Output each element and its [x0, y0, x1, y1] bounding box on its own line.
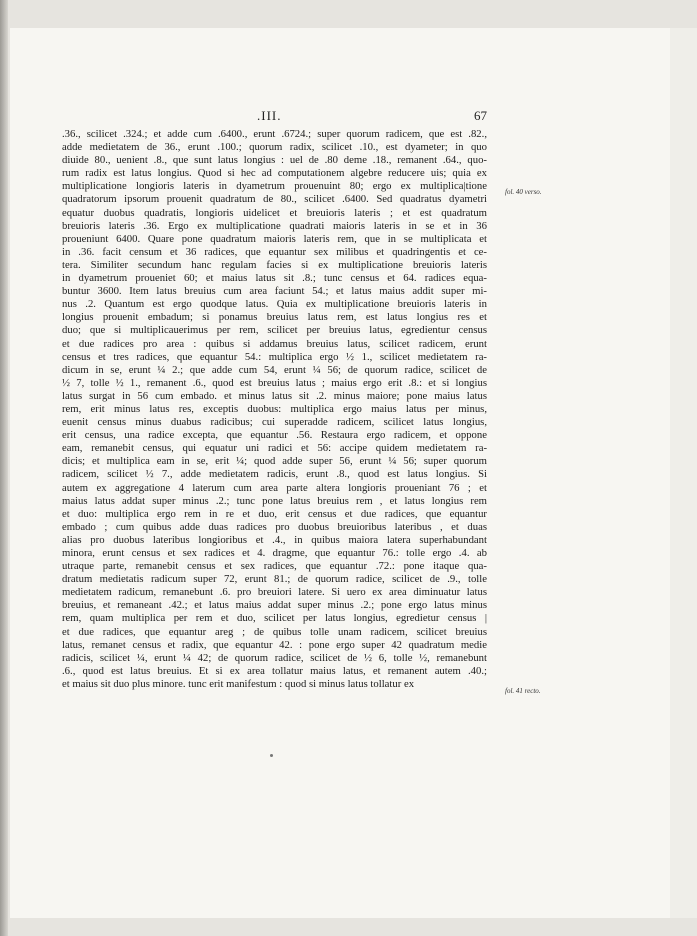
text-line: radicem, scilicet ½ 7., adde medietatem radicis, erunt .8., quod est latus longius. Si	[62, 468, 487, 481]
text-line: utraque parte, remanebit census et sex radices, que equantur .72.: pone itaque qua-	[62, 560, 487, 573]
text-line: breuioris lateris .36. Ergo ex multiplicatione quadrati maioris lateris in se et in 36	[62, 219, 487, 232]
text-line: erit census, una radice excepta, que equantur .56. Restaura ergo radicem, et oppone	[62, 429, 487, 442]
text-line: .6., quod est latus breuius. Et si ex area tollatur maius latus, et remanent autem .40.;	[62, 664, 487, 677]
text-line: rem, erit minus latus res, exceptis duobus: multiplica ergo maius latus per minus,	[62, 402, 487, 415]
text-line: in .36. facit censum et 36 radices, que equantur sex milibus et quadringentis et ce-	[62, 245, 487, 258]
text-line: nus .2. Quantum est ergo quodque latus. Quia ex multiplicatione breuioris lateris in	[62, 298, 487, 311]
text-line: latus, remanet census et radix, que equantur 42. : pone ergo super 42 quadratum medie	[62, 638, 487, 651]
text-line: et due radices pro area : quibus si addamus breuius latus, scilicet radicem, erunt	[62, 337, 487, 350]
scan-edge	[670, 28, 697, 918]
text-line: equatur duobus quadratis, longioris uidelicet et breuioris lateris ; et est quadratum	[62, 206, 487, 219]
text-line: embado ; cum quibus adde duas radices pro duobus breuioribus lateribus , et duas	[62, 520, 487, 533]
text-line: duo; que si multiplicauerimus per rem, scilicet per breuius latus, egredientur census	[62, 324, 487, 337]
text-line: maius latus addat super minus .2.; tunc pone latus breuius rem , et latus longius rem	[62, 494, 487, 507]
text-line: quadratorum ipsorum prouenit quadratum de 80., scilicet .6400. Sed quadratus dyametri	[62, 193, 487, 206]
text-line: dratum medietatis radicum super 72, erunt 81.; de quorum radice, scilicet de .9., tolle	[62, 573, 487, 586]
page-header	[62, 108, 487, 126]
text-line: minora, erunt census et sex radices et 4. dragme, que equantur 76.: tolle ergo .4. ab	[62, 547, 487, 559]
text-line: eam, remanebit census, qui equatur uni radici et 56: accipe quidem medietatem ra-	[62, 442, 487, 455]
margin-note-fol-41: fol. 41 recto.	[505, 687, 541, 695]
text-line: et maius sit duo plus minore. tunc erit manifestum : quod si minus latus tollatur ex	[62, 677, 415, 690]
text-line: alias pro duobus lateribus longioribus et .4., in quibus maiora latera superhabundant	[62, 533, 487, 546]
text-line: tera. Similiter secundum hanc regulam facies si ex multiplicatione breuioris lateris	[62, 258, 487, 271]
margin-note-fol-40: fol. 40 verso.	[505, 188, 542, 196]
page-dot-mark	[270, 754, 273, 757]
text-line: breuius, et remaneant .42.; et latus maius addat super minus .2.; pone ergo latus minus	[62, 599, 487, 612]
text-line: et duo: multiplica ergo rem in re et duo, erit census et due radices, que equantur	[62, 507, 487, 520]
section-number: .III.	[257, 108, 282, 123]
text-line: buntur 3600. Item latus breuius cum area faciunt 54.; et latus maius addit super mi-	[62, 285, 487, 298]
text-line: longius prouenit embadum; si ponamus breuius latus rem, est latus longius res et	[62, 311, 487, 324]
text-line: adde medietatem de 36., erunt .100.; quorum radix, scilicet .10., est dyameter; in quo	[62, 141, 487, 154]
text-line: dicis; et multiplica eam in se, erit ¼; quod adde super 56, erunt ¼ 56; super quorum	[62, 455, 487, 468]
text-line: diuide 80., uenient .8., que sunt latus longius : uel de .80 deme .18., remanent .64., quo-	[62, 154, 487, 167]
text-line: euenit census minus duabus radicibus; cui superadde radicem, scilicet latus longius,	[62, 416, 487, 429]
book-gutter-shadow	[0, 0, 8, 936]
text-line: in dyametrum proueniet 60; et maius latus sit .8.; tunc census et 64. radices equa-	[62, 272, 487, 285]
text-line: multiplicatione longioris lateris in dyametrum prouenuint 80; ergo ex multiplica|tione	[62, 180, 487, 193]
text-line: .36., scilicet .324.; et adde cum .6400., erunt .6724.; super quorum radicem, que est .82.,	[62, 128, 487, 140]
text-line: medietatem radicum, remanebunt .6. pro breuiori latere. Si uero ex area diminuatur latus	[62, 586, 487, 599]
body-text	[62, 128, 487, 691]
text-line: autem ex aggregatione 4 laterum cum area parte altera longioris proueniant 76 ; et	[62, 481, 487, 494]
text-line: ½ 7, tolle ½ 1., remanent .6., quod est breuius latus ; maius ergo erit .8.: et si longius	[62, 376, 487, 389]
text-line: et due radices, que equantur areg ; de quibus tolle unam radicem, scilicet breuius	[62, 625, 487, 638]
text-line: proueniunt 6400. Quare pone quadratum maioris lateris rem, que in se multiplicata et	[62, 232, 487, 245]
text-line: census et tres radices, que equantur 54.: multiplica ergo ½ 1., scilicet medietatem ra-	[62, 350, 487, 363]
text-line: rem, quam multiplica per rem et duo, scilicet per latus longius, egredietur census |	[62, 612, 487, 625]
text-line: dicum in se, erunt ¼ 2.; que adde cum 54, erunt ¼ 56; de quorum radice, scilicet de	[62, 363, 487, 376]
text-line: rum radix est latus longius. Quod si hec ad computationem algebre reducere uis; quia ex	[62, 167, 487, 180]
text-line: latus surgat in 56 cum embado. et minus latus sit .2. minus maiore; pone maius latus	[62, 389, 487, 402]
text-line: radicis, scilicet ¼, erunt ¼ 42; de quorum radice, scilicet de ½ 6, tolle ½, remanebunt	[62, 651, 487, 664]
page-number: 67	[474, 108, 487, 123]
